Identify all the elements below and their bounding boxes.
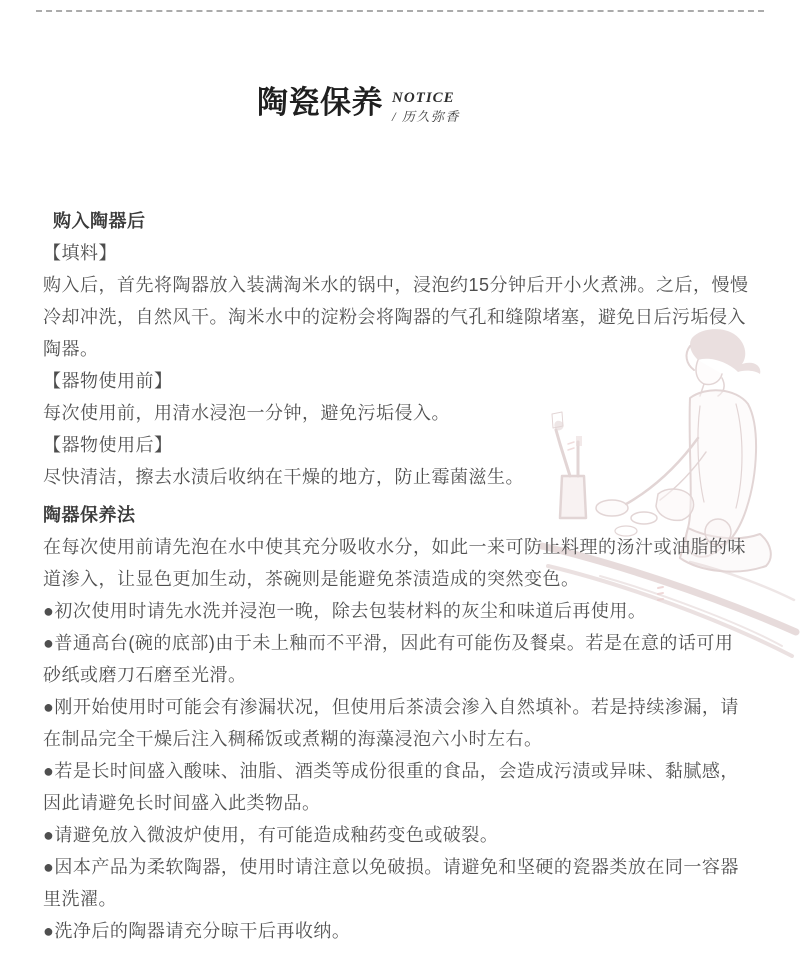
tagline-label: / 历久弥香 — [392, 109, 460, 124]
care-bullet-seepage: ●刚开始使用时可能会有渗漏状况，但使用后茶渍会渗入自然填补。若是持续渗漏，请在制品完全干燥后注入稠稀饭或煮糊的海藻浸泡六小时左右。 — [43, 697, 739, 749]
paragraph-after-use: 尽快清洁，擦去水渍后收纳在干燥的地方，防止霉菌滋生。 — [43, 467, 524, 487]
care-bullet-first-use: ●初次使用时请先水洗并浸泡一晚，除去包装材料的灰尘和味道后再使用。 — [43, 601, 647, 621]
page-header — [0, 0, 800, 128]
page-title: 陶瓷保养 — [257, 85, 383, 120]
label-after-use: 【器物使用后】 — [43, 435, 173, 455]
care-bullet-strong-foods: ●若是长时间盛入酸味、油脂、酒类等成份很重的食品，会造成污渍或异味、黏腻感，因此请避免长时间盛入此类物品。 — [43, 761, 739, 813]
label-before-use: 【器物使用前】 — [43, 371, 173, 391]
paragraph-filling: 购入后，首先将陶器放入装满淘米水的锅中，浸泡约15分钟后开小火煮沸。之后，慢慢冷却冲洗，自然风干。淘米水中的淀粉会将陶器的气孔和缝隙堵塞，避免日后污垢侵入陶器。 — [43, 275, 749, 359]
paragraph-before-use: 每次使用前，用清水浸泡一分钟，避免污垢侵入。 — [43, 403, 450, 423]
care-instructions-content — [43, 205, 749, 947]
care-bullet-dry-storage: ●洗净后的陶器请充分晾干后再收纳。 — [43, 921, 351, 941]
section-heading-care-method: 陶器保养法 — [43, 505, 136, 525]
section-heading-after-purchase: 购入陶器后 — [53, 211, 146, 231]
care-bullet-foot-ring: ●普通高台(碗的底部)由于未上釉而不平滑，因此有可能伤及餐桌。若是在意的话可用砂纸或磨刀石磨至光滑。 — [43, 633, 734, 685]
notice-label: NOTICE — [392, 90, 455, 106]
care-method-intro: 在每次使用前请先泡在水中使其充分吸收水分，如此一来可防止料理的汤汁或油脂的味道渗入，让显色更加生动，茶碗则是能避免茶渍造成的突然变色。 — [43, 537, 746, 589]
care-bullet-soft-pottery: ●因本产品为柔软陶器，使用时请注意以免破损。请避免和坚硬的瓷器类放在同一容器里洗濯。 — [43, 857, 739, 909]
care-bullet-microwave: ●请避免放入微波炉使用，有可能造成釉药变色或破裂。 — [43, 825, 499, 845]
page-subtitle — [392, 86, 460, 124]
label-filling: 【填料】 — [43, 243, 117, 263]
